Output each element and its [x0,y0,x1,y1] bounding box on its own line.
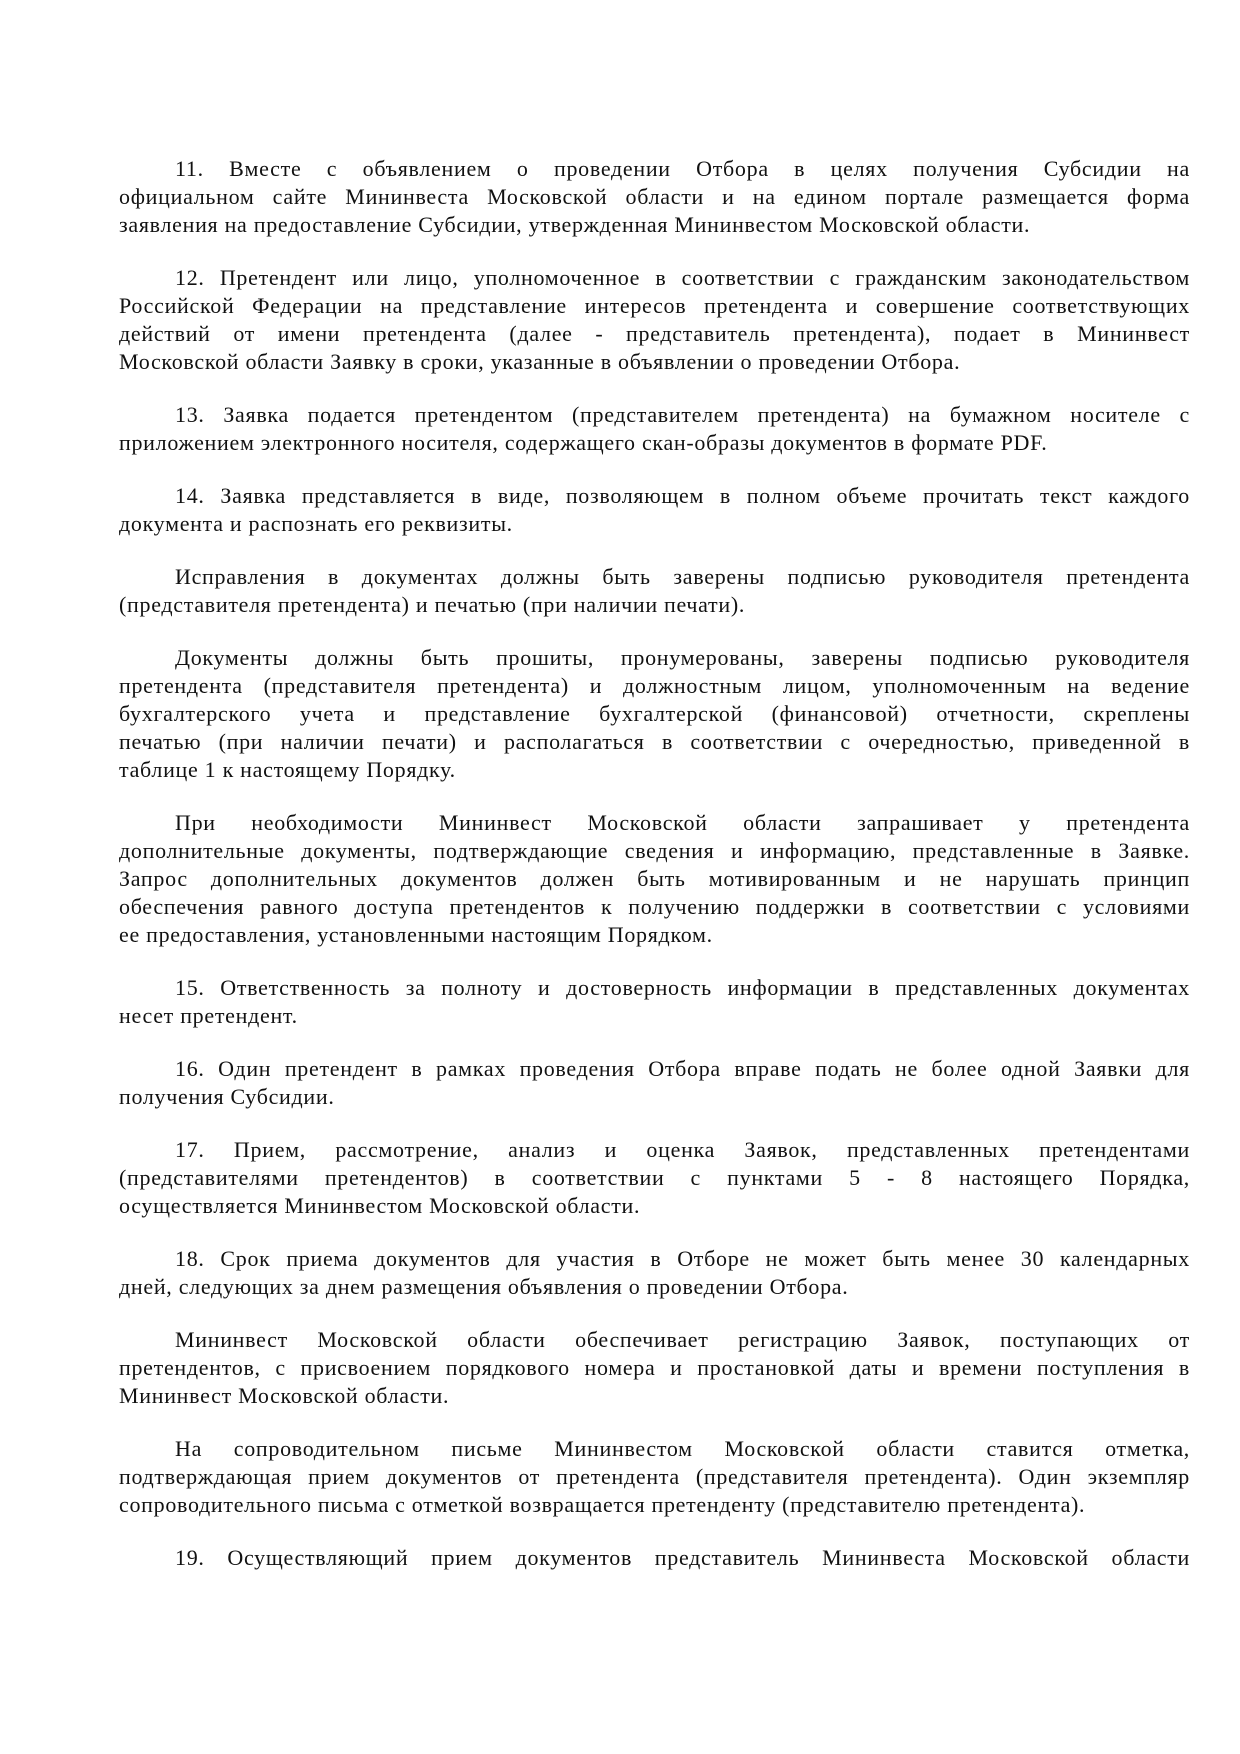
text-line: 11. Вместе с объявлением о проведении Отбора в целях получения Субсидии на [175,156,1190,181]
text-line: Российской Федерации на представление интересов претендента и совершение соответствующих [119,293,1190,318]
text-line: Исправления в документах должны быть заверены подписью руководителя претендента [175,564,1190,589]
paragraph-p14-request [119,809,1190,949]
text-line: претендента (представителя претендента) и должностным лицом, уполномоченным на ведение [119,673,1190,698]
text-line: На сопроводительном письме Мининвестом Московской области ставится отметка, [175,1436,1190,1461]
text-line: Запрос дополнительных документов должен быть мотивированным и не нарушать принцип [119,866,1190,891]
text-line: осуществляется Мининвестом Московской области. [119,1193,641,1218]
text-line: действий от имени претендента (далее - представитель претендента), подает в Мининвест [119,321,1190,346]
text-line: ее предоставления, установленными настоящим Порядком. [119,922,713,947]
text-line: бухгалтерского учета и представление бухгалтерской (финансовой) отчетности, скреплены [119,701,1190,726]
text-line: 12. Претендент или лицо, уполномоченное в соответствии с гражданским законодательством [175,265,1190,290]
text-line: получения Субсидии. [119,1084,335,1109]
text-line: 13. Заявка подается претендентом (представителем претендента) на бумажном носителе с [175,402,1190,427]
text-line: печатью (при наличии печати) и располагаться в соответствии с очередностью, приведенной в [119,729,1190,754]
document-page [119,155,1190,1597]
paragraph-p14 [119,482,1190,538]
text-line: подтверждающая прием документов от претендента (представителя претендента). Один экземпляр [119,1464,1190,1489]
paragraph-p13 [119,401,1190,457]
paragraph-p11 [119,155,1190,239]
paragraph-p17 [119,1136,1190,1220]
text-line: 15. Ответственность за полноту и достоверность информации в представленных документах [175,975,1190,1000]
paragraph-p14-corrections [119,563,1190,619]
text-line: 17. Прием, рассмотрение, анализ и оценка Заявок, представленных претендентами [175,1137,1190,1162]
text-line: При необходимости Мининвест Московской области запрашивает у претендента [175,810,1190,835]
text-line: Московской области Заявку в сроки, указанные в объявлении о проведении Отбора. [119,349,961,374]
paragraph-p19 [119,1544,1190,1572]
text-line: Мининвест Московской области обеспечивает регистрацию Заявок, поступающих от [175,1327,1190,1352]
text-line: Документы должны быть прошиты, пронумерованы, заверены подписью руководителя [175,645,1190,670]
text-line: приложением электронного носителя, содержащего скан-образы документов в формате PDF. [119,430,1048,455]
text-line: таблице 1 к настоящему Порядку. [119,757,456,782]
text-line: документа и распознать его реквизиты. [119,511,513,536]
paragraph-p18-letter [119,1435,1190,1519]
text-line: (представителями претендентов) в соответствии с пунктами 5 - 8 настоящего Порядка, [119,1165,1190,1190]
paragraph-p14-documents [119,644,1190,784]
text-line: 14. Заявка представляется в виде, позволяющем в полном объеме прочитать текст каждого [175,483,1190,508]
text-line: официальном сайте Мининвеста Московской области и на едином портале размещается форма [119,184,1190,209]
paragraph-p18 [119,1245,1190,1301]
paragraph-p12 [119,264,1190,376]
text-line: дней, следующих за днем размещения объявления о проведении Отбора. [119,1274,849,1299]
text-line: претендентов, с присвоением порядкового номера и простановкой даты и времени поступления в [119,1355,1190,1380]
text-line: сопроводительного письма с отметкой возвращается претенденту (представителю претендента). [119,1492,1086,1517]
text-line: 18. Срок приема документов для участия в Отборе не может быть менее 30 календарных [175,1246,1190,1271]
text-line: Мининвест Московской области. [119,1383,450,1408]
text-line: дополнительные документы, подтверждающие сведения и информацию, представленные в Заявке. [119,838,1190,863]
text-line: 16. Один претендент в рамках проведения Отбора вправе подать не более одной Заявки для [175,1056,1190,1081]
paragraph-p15 [119,974,1190,1030]
paragraph-p16 [119,1055,1190,1111]
text-line: заявления на предоставление Субсидии, утвержденная Мининвестом Московской области. [119,212,1031,237]
text-line: 19. Осуществляющий прием документов представитель Мининвеста Московской области [175,1545,1190,1570]
text-line: обеспечения равного доступа претендентов к получению поддержки в соответствии с условиями [119,894,1190,919]
text-line: несет претендент. [119,1003,298,1028]
paragraph-p18-registration [119,1326,1190,1410]
text-line: (представителя претендента) и печатью (при наличии печати). [119,592,746,617]
